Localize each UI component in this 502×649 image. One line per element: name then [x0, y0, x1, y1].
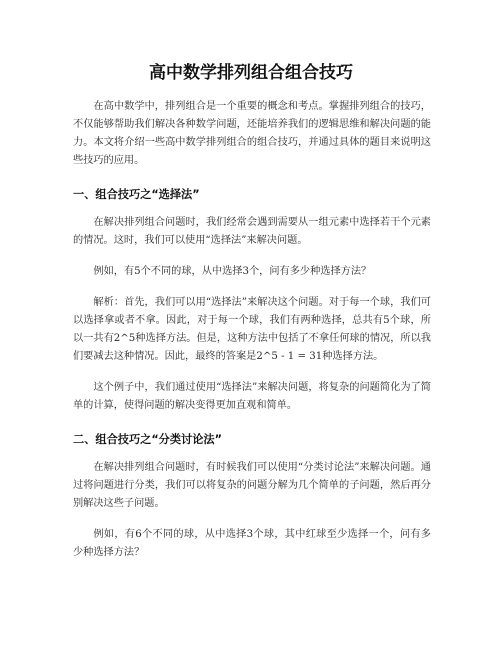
intro-paragraph: 在高中数学中，排列组合是一个重要的概念和考点。掌握排列组合的技巧，不仅能够帮助我们解决各种数学问题，还能培养我们的逻辑思维和解决问题的能力。本文将介绍一些高中数学排列组合的组合技巧，并通过具体的题目来说明这些技巧的应用。: [73, 101, 431, 166]
document-body: [73, 98, 431, 575]
section-2-paragraph: 在解决排列组合问题时，有时候我们可以使用“分类讨论法”来解决问题。通过将问题进行分类，我们可以将复杂的问题分解为几个简单的子问题，然后再分别解决这些子问题。: [73, 462, 431, 509]
page-title: 高中数学排列组合组合技巧: [149, 63, 353, 83]
section-1-example: 例如，有5个不同的球，从中选择3个，问有多少种选择方法？: [93, 266, 372, 277]
section-heading-classification-method: 二、组合技巧之“分类讨论法”: [73, 433, 222, 446]
section-1-analysis: 解析：首先，我们可以用“选择法”来解决这个问题。对于每一个球，我们可以选择拿或者不拿。因此，对于每一个球，我们有两种选择，总共有5个球，所以一共有2^5种选择方法。但是，这种方法中包括了不拿任何球的情况，所以我们要减去这种情况。因此，最终的答案是2^5 - 1 = 31种选择方法。: [73, 297, 431, 362]
section-heading-selection-method: 一、组合技巧之“选择法”: [73, 188, 200, 201]
section-2-example: 例如，有6个不同的球，从中选择3个球，其中红球至少选择一个，问有多少种选择方法？: [73, 529, 431, 558]
section-1-summary: 这个例子中，我们通过使用“选择法”来解决问题，将复杂的问题简化为了简单的计算，使得问题的解决变得更加直观和简单。: [73, 382, 431, 411]
section-1-paragraph: 在解决排列组合问题时，我们经常会遇到需要从一组元素中选择若干个元素的情况。这时，我们可以使用“选择法”来解决问题。: [73, 217, 431, 246]
